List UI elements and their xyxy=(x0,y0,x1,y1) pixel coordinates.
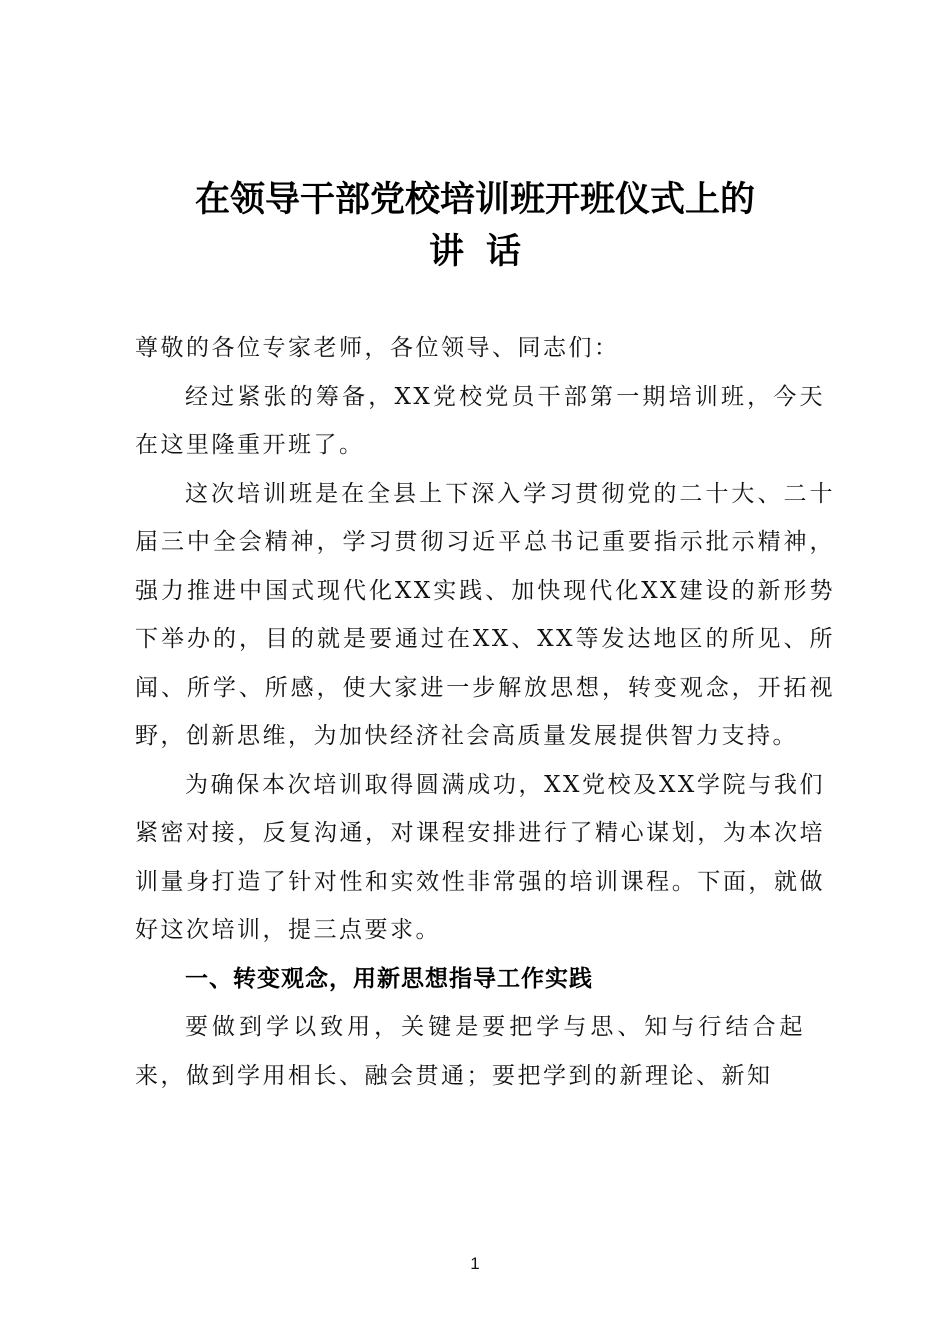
paragraph-background: 这次培训班是在全县上下深入学习贯彻党的二十大、二十届三中全会精神，学习贯彻习近平总书记重要指示批示精神，强力推进中国式现代化XX实践、加快现代化XX建设的新形势下举办的，目的就是要通过在XX、XX等发达地区的所见、所闻、所学、所感，使大家进一步解放思想，转变观念，开拓视野，创新思维，为加快经济社会高质量发展提供智力支持。 xyxy=(135,480,835,749)
section-paragraph-1: 要做到学以致用，关键是要把学与思、知与行结合起来，做到学用相长、融会贯通；要把学到的新理论、新知 xyxy=(135,1014,805,1089)
title-line-2: 讲话 xyxy=(428,231,543,272)
salutation: 尊敬的各位专家老师，各位领导、同志们： xyxy=(135,335,620,361)
section-heading-1: 一、转变观念，用新思想指导工作实践 xyxy=(185,965,593,992)
page-number: 1 xyxy=(470,1254,480,1273)
paragraph-opening: 经过紧张的筹备，XX党校党员干部第一期培训班，今天在这里隆重开班了。 xyxy=(135,383,825,458)
document-title xyxy=(0,174,950,278)
document-body xyxy=(135,324,835,1100)
title-line-1: 在领导干部党校培训班开班仪式上的 xyxy=(194,179,755,220)
paragraph-arrangement: 为确保本次培训取得圆满成功，XX党校及XX学院与我们紧密对接，反复沟通，对课程安排进行了精心谋划，为本次培训量身打造了针对性和实效性非常强的培训课程。下面，就做好这次培训，提三点要求。 xyxy=(135,771,825,943)
